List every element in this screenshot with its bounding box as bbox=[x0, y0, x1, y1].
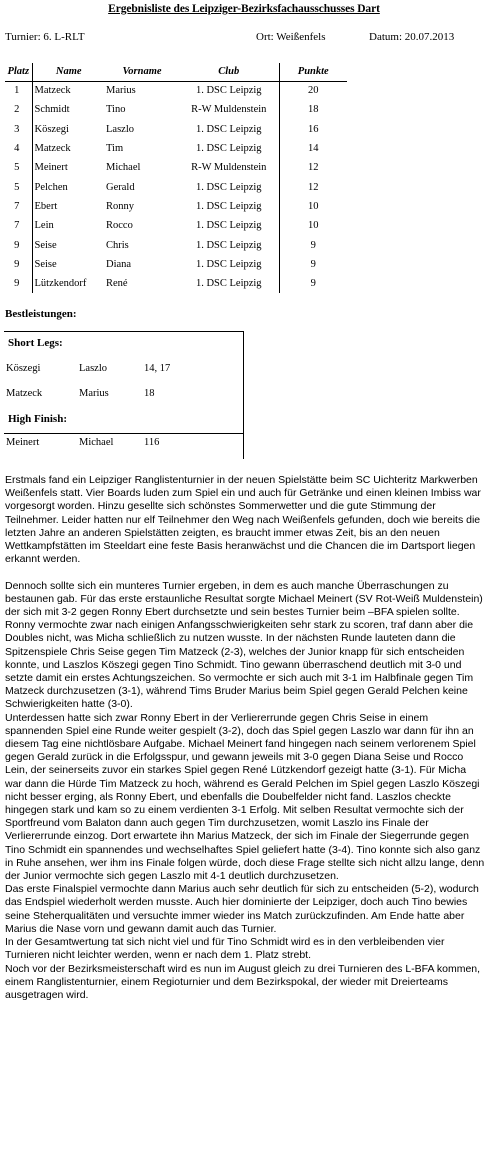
header-club: Club bbox=[179, 63, 279, 81]
report-paragraph: Dennoch sollte sich ein munteres Turnier ergeben, in dem es auch manche Überraschungen zu bestaunen gab. Für das erste erstaunliche Resultat sorgte Michael Meinert (SV Rot-Weiß Muldenstein) der sich mit 3-2 gegen Ronny Ebert durchsetzte und sein bestes Turnier beim –BFA spielen sollte. Ronny vermochte zwar nach einigen Anfangsschwierigkeiten sehr stark zu scoren, traf dann aber die Doubles nicht, was Micha schließlich zu nutzen wusste. In der nächsten Runde lauteten dann die Spitzenspiele Chris Seise gegen Tim Matzeck (2-3), welches der Junior knapp für sich entscheiden konnte, und Laszlos Köszegi gegen Tino Schmidt. Tino gewann überraschend deutlich mit 3-0 und setzte damit ein erstes Achtungszeichen. So vermochte er sich auch mit 3-1 im Halbfinale gegen Tim Matzeck durchzusetzen (3-1), während Tims Bruder Marius beim Spiel gegen Gerald Pelchen keine Schwierigkeiten hatte (3-0). bbox=[5, 579, 483, 711]
page-title: Ergebnisliste des Leipziger-Bezirksfachausschusses Dart bbox=[108, 3, 380, 15]
results-row bbox=[5, 120, 347, 139]
firstname-cell: Gerald bbox=[106, 181, 135, 193]
report-paragraph: In der Gesamtwertung tat sich nicht viel und für Tino Schmidt wird es in den verbleibenden vier Turnieren nicht leichter werden, wenn er nach dem 1. Platz strebt. bbox=[5, 936, 445, 962]
name-cell: Schmidt bbox=[34, 104, 70, 116]
firstname-cell: Ronny bbox=[106, 200, 135, 212]
rank-cell: 7 bbox=[5, 197, 32, 216]
paragraph-gap bbox=[5, 566, 485, 579]
name-cell: Köszegi bbox=[34, 123, 69, 135]
tournament-label: Turnier: 6. L-RLT bbox=[5, 31, 85, 43]
results-row bbox=[5, 177, 347, 196]
short-leg-darts: 14, 17 bbox=[144, 363, 171, 374]
points-cell: 14 bbox=[308, 143, 319, 155]
results-table bbox=[5, 63, 347, 293]
firstname-cell: Tino bbox=[106, 104, 126, 116]
results-header-row bbox=[5, 63, 347, 81]
short-leg-name: Köszegi bbox=[6, 363, 41, 374]
firstname-cell: Laszlo bbox=[106, 123, 134, 135]
high-finish-firstname: Michael bbox=[79, 437, 114, 448]
results-row bbox=[5, 255, 347, 274]
club-cell: 1. DSC Leipzig bbox=[179, 139, 279, 158]
club-cell: 1. DSC Leipzig bbox=[179, 120, 279, 139]
short-leg-darts: 18 bbox=[144, 388, 155, 399]
name-cell: Lützkendorf bbox=[34, 278, 87, 290]
location-label: Ort: Weißenfels bbox=[256, 31, 326, 43]
club-cell: 1. DSC Leipzig bbox=[179, 197, 279, 216]
club-cell: 1. DSC Leipzig bbox=[179, 235, 279, 254]
rank-cell: 4 bbox=[5, 139, 32, 158]
club-cell: 1. DSC Leipzig bbox=[179, 274, 279, 293]
rank-cell: 9 bbox=[5, 235, 32, 254]
name-cell: Seise bbox=[34, 258, 57, 270]
name-cell: Seise bbox=[34, 239, 57, 251]
club-cell: 1. DSC Leipzig bbox=[179, 216, 279, 235]
name-cell: Pelchen bbox=[34, 181, 68, 193]
points-cell: 9 bbox=[310, 239, 316, 251]
points-cell: 9 bbox=[310, 258, 316, 270]
name-cell: Meinert bbox=[34, 162, 68, 174]
firstname-cell: Marius bbox=[106, 85, 136, 97]
club-cell: R-W Muldenstein bbox=[179, 158, 279, 177]
name-cell: Matzeck bbox=[34, 85, 71, 97]
short-legs-label: Short Legs: bbox=[8, 337, 63, 349]
points-cell: 20 bbox=[308, 85, 319, 97]
name-cell: Ebert bbox=[34, 200, 58, 212]
report-paragraph: Erstmals fand ein Leipziger Ranglistenturnier in der neuen Spielstätte beim SC Uichteritz Markwerben Weißenfels statt. Vier Boards luden zum Spiel ein und auch für Getränke und einen kleinen Imbiss war vorgesorgt worden. Hinzu gesellte sich schönstes Sommerwetter und die gute Stimmung der Teilnehmer. Leider hatten nur elf Teilnehmer den Weg nach Weißenfels gefunden, doch wie bereits die letzten Jahre an anderen Spielstätten zeigten, es braucht immer etwas Zeit, bis an den neuen Wettkampfstätten im Steeldart eine feste Basis heranwächst und die Chancen die im Dartsport liegen erkannt werden. bbox=[5, 474, 481, 566]
high-finish-name: Meinert bbox=[6, 437, 40, 448]
points-cell: 12 bbox=[308, 162, 319, 174]
short-leg-firstname: Laszlo bbox=[79, 363, 107, 374]
results-row bbox=[5, 216, 347, 235]
short-leg-name: Matzeck bbox=[6, 388, 43, 399]
short-leg-firstname: Marius bbox=[79, 388, 109, 399]
firstname-cell: René bbox=[106, 278, 128, 290]
report-paragraph: Unterdessen hatte sich zwar Ronny Ebert in der Verliererrunde gegen Chris Seise in einem spannenden Spiel eine Runde weiter gespielt (3-2), doch das Spiel gegen Laszlo war dann für ihn an diesem Tag eine nichtlösbare Aufgabe. Michael Meinert fand hingegen nach seinem verlorenem Spiel gegen Gerald zurück in die Erfolgsspur, und gewann jeweils mit 3-0 gegen Diana Seise und Rocco Lein, der seinerseits zuvor ein starkes Spiel gegen René Lützkendorf gezeigt hatte (3-1). Für Micha war dann die Hürde Tim Matzeck zu hoch, während es Gerald Pelchen im Spiel gegen Laszlo Köszegi nicht besser erging, als Ronny Ebert, und ebenfalls die Doubelfelder nicht fand. Laszlos checkte hingegen stark und kam so zu einem verdienten 3-1 Erfolg. Mit selben Resultat vermochte sich der Sportfreund vom Balaton dann auch gegen Tim durchzusetzen, womit Laszlo ins Finale der Verliererrunde einzog. Dort erwartete ihn Marius Matzeck, der sich im Finale der Siegerrunde gegen Tino Schmidt ein spannendes und wechselhaftes Spiel geliefert hatte (3-4). Tino konnte sich also ganz in Ruhe ansehen, wer ihm ins Finale folgen würde, doch diese Frage stellte sich nicht allzu lange, denn der Junior vermochte sich gegen Laszlo mit 4-1 deutlich durchzusetzen. bbox=[5, 711, 485, 883]
firstname-cell: Michael bbox=[106, 162, 141, 174]
club-cell: R-W Muldenstein bbox=[179, 100, 279, 119]
report-paragraph: Das erste Finalspiel vermochte dann Marius auch sehr deutlich für sich zu entscheiden (5-2), wodurch das Endspiel wiederholt werden musste. Auch hier dominierte der Leipziger, doch auch Tino bewies seine Steherqualitäten und versuchte immer wieder ins Match zurückzufinden. Am Ende hatte aber Marius die Nase vorn und gewann damit auch das Turnier. bbox=[5, 883, 479, 935]
rank-cell: 2 bbox=[5, 100, 32, 119]
points-cell: 18 bbox=[308, 104, 319, 116]
results-row bbox=[5, 235, 347, 254]
report-text bbox=[5, 474, 485, 1002]
results-row bbox=[5, 100, 347, 119]
header-name: Name bbox=[32, 63, 105, 81]
results-row bbox=[5, 81, 347, 100]
high-finish-score: 116 bbox=[144, 437, 160, 448]
best-performances-box bbox=[4, 331, 244, 459]
best-divider bbox=[4, 433, 244, 434]
club-cell: 1. DSC Leipzig bbox=[179, 177, 279, 196]
points-cell: 9 bbox=[310, 278, 316, 290]
high-finish-label: High Finish: bbox=[8, 413, 67, 425]
firstname-cell: Chris bbox=[106, 239, 129, 251]
firstname-cell: Tim bbox=[106, 143, 124, 155]
header-vorname: Vorname bbox=[105, 63, 179, 81]
points-cell: 10 bbox=[308, 200, 319, 212]
header-platz: Platz bbox=[5, 63, 32, 81]
firstname-cell: Rocco bbox=[106, 220, 133, 232]
name-cell: Lein bbox=[34, 220, 54, 232]
date-label: Datum: 20.07.2013 bbox=[369, 31, 455, 43]
results-row bbox=[5, 158, 347, 177]
results-row bbox=[5, 274, 347, 293]
results-row bbox=[5, 139, 347, 158]
points-cell: 12 bbox=[308, 181, 319, 193]
club-cell: 1. DSC Leipzig bbox=[179, 81, 279, 100]
firstname-cell: Diana bbox=[106, 258, 132, 270]
rank-cell: 5 bbox=[5, 177, 32, 196]
best-performances-title: Bestleistungen: bbox=[5, 308, 77, 320]
rank-cell: 5 bbox=[5, 158, 32, 177]
report-paragraph: Noch vor der Bezirksmeisterschaft wird es nun im August gleich zu drei Turnieren des L-BFA kommen, einem Ranglistenturnier, einem Regioturnier und dem Bezirkspokal, der wieder mit Dreierteams ausgetragen wird. bbox=[5, 962, 481, 1001]
points-cell: 16 bbox=[308, 123, 319, 135]
points-cell: 10 bbox=[308, 220, 319, 232]
rank-cell: 7 bbox=[5, 216, 32, 235]
rank-cell: 3 bbox=[5, 120, 32, 139]
results-row bbox=[5, 197, 347, 216]
header-punkte: Punkte bbox=[279, 63, 347, 81]
rank-cell: 9 bbox=[5, 274, 32, 293]
name-cell: Matzeck bbox=[34, 143, 71, 155]
rank-cell: 1 bbox=[5, 81, 32, 100]
rank-cell: 9 bbox=[5, 255, 32, 274]
club-cell: 1. DSC Leipzig bbox=[179, 255, 279, 274]
